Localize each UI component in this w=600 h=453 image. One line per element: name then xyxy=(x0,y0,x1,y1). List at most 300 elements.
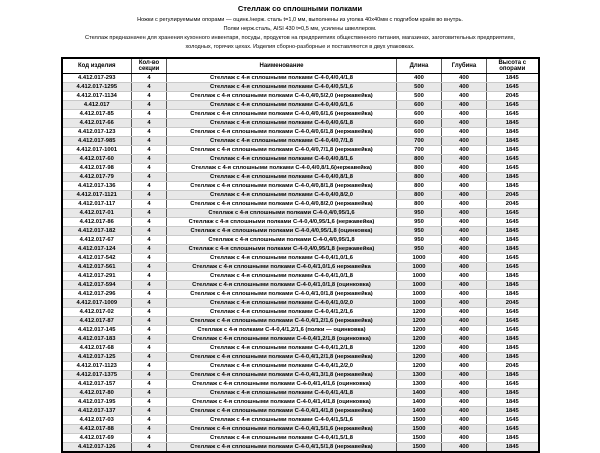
table-cell: 1645 xyxy=(487,209,539,218)
table-cell: 800 xyxy=(397,182,442,191)
table-cell: 4 xyxy=(132,101,167,110)
table-cell: Стеллаж с 4-я сплошными полками С-4-0,4/0,95/1,8 (нержавейка) xyxy=(167,245,397,254)
table-cell: 4 xyxy=(132,146,167,155)
table-cell: 400 xyxy=(442,389,487,398)
table-cell: 4 xyxy=(132,83,167,92)
table-cell: Стеллаж с 4-я сплошными полками С-4-0,4/0,8/2,0 xyxy=(167,191,397,200)
table-row xyxy=(62,389,539,398)
table-cell: 1845 xyxy=(487,74,539,83)
table-cell: 1645 xyxy=(487,110,539,119)
table-cell: Стеллаж с 4-я сплошными полками С-4-0,4/1,5/1,8 xyxy=(167,434,397,443)
table-cell: 1645 xyxy=(487,308,539,317)
table-cell: Стеллаж с 4-я сплошными полками С-4-0,4/0,5/2,0 (нержавейка) xyxy=(167,92,397,101)
table-cell: Стеллаж с 4-я сплошными полками С-4-0,4/0,8/2,0 (нержавейка) xyxy=(167,200,397,209)
table-cell: 400 xyxy=(442,380,487,389)
table-cell: 4.412.017-542 xyxy=(62,254,132,263)
table-cell: 800 xyxy=(397,173,442,182)
table-cell: 1645 xyxy=(487,83,539,92)
table-cell: 4 xyxy=(132,209,167,218)
table-cell: 950 xyxy=(397,236,442,245)
table-cell: 4.412.017-69 xyxy=(62,434,132,443)
table-row xyxy=(62,83,539,92)
table-cell: Стеллаж с 4-я сплошными полками С-4-0,4/1,4/1,6 (оцинковка) xyxy=(167,380,397,389)
table-row xyxy=(62,281,539,290)
table-row xyxy=(62,326,539,335)
table-cell: 1500 xyxy=(397,416,442,425)
table-cell: 1845 xyxy=(487,272,539,281)
table-cell: 4 xyxy=(132,254,167,263)
table-cell: Стеллаж с 4-я сплошными полками С-4-0,4/1,4/1,8 (нержавейка) xyxy=(167,407,397,416)
table-row xyxy=(62,209,539,218)
table-cell: 1645 xyxy=(487,164,539,173)
table-cell: 4.412.017-296 xyxy=(62,290,132,299)
table-row xyxy=(62,290,539,299)
table-cell: Стеллаж с 4-я сплошными полками С-4-0,4/1,2/1,8 xyxy=(167,344,397,353)
table-cell: 400 xyxy=(442,425,487,434)
table-cell: 1645 xyxy=(487,425,539,434)
table-cell: 400 xyxy=(442,398,487,407)
table-cell: Стеллаж с 4-я сплошными полками С-4-0,4/0,6/1,6 xyxy=(167,101,397,110)
table-cell: 4.412.017-123 xyxy=(62,128,132,137)
table-cell: 2045 xyxy=(487,362,539,371)
table-cell: 4.412.017-1375 xyxy=(62,371,132,380)
table-cell: Стеллаж с 4-я сплошными полками С-4-0,4/1,0/1,8 (нержавейка) xyxy=(167,290,397,299)
table-cell: 950 xyxy=(397,209,442,218)
table-cell: 1845 xyxy=(487,434,539,443)
table-cell: 4.412.017-195 xyxy=(62,398,132,407)
table-cell: 400 xyxy=(442,74,487,83)
table-cell: 400 xyxy=(442,326,487,335)
table-cell: Стеллаж с 4-я сплошными полками С-4-0,4/1,2/1,6 xyxy=(167,308,397,317)
table-cell: 4 xyxy=(132,362,167,371)
table-cell: 1200 xyxy=(397,317,442,326)
table-cell: 4.412.017-02 xyxy=(62,308,132,317)
table-cell: 1645 xyxy=(487,263,539,272)
table-row xyxy=(62,137,539,146)
table-cell: Стеллаж с 4-я сплошными полками С-4-0,4/0,95/1,6 xyxy=(167,209,397,218)
table-cell: 800 xyxy=(397,155,442,164)
table-row xyxy=(62,182,539,191)
table-cell: 800 xyxy=(397,164,442,173)
table-row xyxy=(62,407,539,416)
table-cell: 1845 xyxy=(487,371,539,380)
table-cell: 4.412.017-87 xyxy=(62,317,132,326)
table-row xyxy=(62,101,539,110)
table-body xyxy=(62,74,539,453)
table-row xyxy=(62,362,539,371)
products-table xyxy=(61,57,540,453)
table-cell: 4 xyxy=(132,92,167,101)
table-cell: 4 xyxy=(132,119,167,128)
table-cell: 4 xyxy=(132,155,167,164)
table-cell: Стеллаж с 4-я сплошными полками С-4-0,4/0,95/1,6 (нержавейка) xyxy=(167,218,397,227)
table-cell: 400 xyxy=(442,209,487,218)
table-row xyxy=(62,200,539,209)
table-cell: 4 xyxy=(132,137,167,146)
table-cell: 400 xyxy=(442,146,487,155)
table-cell: 400 xyxy=(442,137,487,146)
table-cell: 600 xyxy=(397,101,442,110)
table-cell: 1500 xyxy=(397,443,442,453)
table-cell: 800 xyxy=(397,200,442,209)
table-cell: 4.412.017-136 xyxy=(62,182,132,191)
table-cell: 4.412.017-1001 xyxy=(62,146,132,155)
table-cell: 4.412.017-1134 xyxy=(62,92,132,101)
table-cell: 400 xyxy=(442,317,487,326)
table-cell: 400 xyxy=(442,308,487,317)
table-row xyxy=(62,380,539,389)
table-cell: 4.412.017-01 xyxy=(62,209,132,218)
table-cell: Стеллаж с 4-я сплошными полками С-4-0,4/0,6/1,8 xyxy=(167,119,397,128)
table-cell: 1645 xyxy=(487,317,539,326)
table-cell: 400 xyxy=(442,227,487,236)
table-cell: 1300 xyxy=(397,371,442,380)
table-cell: Стеллаж с 4-я сплошными полками С-4-0,4/1,2/1,6 (нержавейка) xyxy=(167,317,397,326)
table-cell: 4.412.017-79 xyxy=(62,173,132,182)
table-cell: 400 xyxy=(442,335,487,344)
table-cell: 400 xyxy=(442,173,487,182)
table-cell: Стеллаж с 4-я сплошными полками С-4-0,4/0,4/1,8 xyxy=(167,74,397,83)
table-cell: 1845 xyxy=(487,344,539,353)
table-cell: 400 xyxy=(442,344,487,353)
table-cell: 600 xyxy=(397,110,442,119)
table-cell: 1845 xyxy=(487,353,539,362)
table-cell: 400 xyxy=(442,371,487,380)
table-cell: 1645 xyxy=(487,218,539,227)
description-line: Ножки с регулируемыми опорами — оцинк./нерж. сталь t=1,0 мм, выполнены из уголка 40х40мм с подгибом краёв во внутрь. xyxy=(137,17,463,23)
table-cell: 4.412.017-67 xyxy=(62,236,132,245)
table-row xyxy=(62,335,539,344)
table-cell: Стеллаж с 4-я сплошными полками С-4-0,4/1,0/2,0 xyxy=(167,299,397,308)
table-cell: 4 xyxy=(132,128,167,137)
table-cell: 1645 xyxy=(487,380,539,389)
table-cell: 4.412.017 xyxy=(62,101,132,110)
table-cell: 700 xyxy=(397,146,442,155)
table-cell: 400 xyxy=(442,434,487,443)
table-cell: 400 xyxy=(442,254,487,263)
table-cell: 1845 xyxy=(487,236,539,245)
table-cell: 400 xyxy=(442,362,487,371)
table-cell: 400 xyxy=(442,92,487,101)
table-cell: Стеллаж с 4-я сплошными полками С-4-0,4/1,2/2,0 xyxy=(167,362,397,371)
table-cell: 2045 xyxy=(487,191,539,200)
table-cell: 4.412.017-985 xyxy=(62,137,132,146)
table-cell: 400 xyxy=(442,281,487,290)
table-cell: 4 xyxy=(132,308,167,317)
table-cell: Стеллаж с 4-я сплошными полками С-4-0,4/1,2/1,8 (оцинковка) xyxy=(167,335,397,344)
table-cell: 1200 xyxy=(397,362,442,371)
table-cell: 1500 xyxy=(397,434,442,443)
table-cell: 1645 xyxy=(487,155,539,164)
table-cell: 400 xyxy=(442,272,487,281)
table-row xyxy=(62,344,539,353)
table-cell: 4.412.017-60 xyxy=(62,155,132,164)
table-row xyxy=(62,245,539,254)
table-cell: 1645 xyxy=(487,326,539,335)
table-row xyxy=(62,227,539,236)
table-cell: 1000 xyxy=(397,290,442,299)
table-row xyxy=(62,110,539,119)
table-cell: 2045 xyxy=(487,92,539,101)
table-cell: 1845 xyxy=(487,227,539,236)
table-cell: 4.412.017-561 xyxy=(62,263,132,272)
table-cell: 400 xyxy=(442,263,487,272)
table-cell: 4 xyxy=(132,380,167,389)
table-cell: 400 xyxy=(442,101,487,110)
table-cell: Стеллаж с 4-я сплошными полками С-4-0,4/0,5/1,6 xyxy=(167,83,397,92)
table-cell: 1845 xyxy=(487,137,539,146)
table-cell: 400 xyxy=(442,191,487,200)
table-row xyxy=(62,272,539,281)
table-cell: 1845 xyxy=(487,182,539,191)
table-row xyxy=(62,191,539,200)
table-cell: 1400 xyxy=(397,398,442,407)
table-cell: Стеллаж с 4-я сплошными полками С-4-0,4/0,95/1,8 (оцинковка) xyxy=(167,227,397,236)
table-cell: 4.412.017-126 xyxy=(62,443,132,453)
table-cell: 1400 xyxy=(397,389,442,398)
table-cell: 400 xyxy=(442,182,487,191)
table-cell: 4.412.017-1121 xyxy=(62,191,132,200)
table-cell: 4 xyxy=(132,191,167,200)
table-cell: 4 xyxy=(132,227,167,236)
table-cell: 1300 xyxy=(397,380,442,389)
table-cell: 4 xyxy=(132,335,167,344)
table-cell: 4 xyxy=(132,353,167,362)
table-cell: 4.412.017-88 xyxy=(62,425,132,434)
table-cell: 400 xyxy=(442,164,487,173)
table-cell: 4 xyxy=(132,290,167,299)
table-cell: 400 xyxy=(442,299,487,308)
table-cell: 4 xyxy=(132,218,167,227)
table-cell: 950 xyxy=(397,245,442,254)
table-cell: 1400 xyxy=(397,407,442,416)
table-cell: 500 xyxy=(397,92,442,101)
table-row xyxy=(62,173,539,182)
table-cell: 950 xyxy=(397,218,442,227)
table-cell: 400 xyxy=(442,119,487,128)
table-row xyxy=(62,416,539,425)
table-cell: 400 xyxy=(442,443,487,453)
table-cell: 400 xyxy=(442,218,487,227)
table-cell: 4.412.017-157 xyxy=(62,380,132,389)
table-cell: 4 xyxy=(132,416,167,425)
table-row xyxy=(62,317,539,326)
table-cell: 4.412.017-125 xyxy=(62,353,132,362)
table-cell: Стеллаж с 4-я сплошными полками С-4-0,4/1,0/1,6 xyxy=(167,254,397,263)
table-cell: 4.412.017-183 xyxy=(62,335,132,344)
table-cell: 1845 xyxy=(487,245,539,254)
table-cell: 4.412.017-145 xyxy=(62,326,132,335)
column-header-sections: Кол-во секции xyxy=(132,58,167,74)
table-row xyxy=(62,92,539,101)
table-row xyxy=(62,263,539,272)
table-cell: 1645 xyxy=(487,101,539,110)
table-cell: 1200 xyxy=(397,308,442,317)
table-cell: 4 xyxy=(132,272,167,281)
table-cell: 400 xyxy=(442,353,487,362)
description-line: Полки нерж.сталь, AISI 430 t=0,5 мм, усилены швеллером. xyxy=(223,26,377,32)
table-cell: 800 xyxy=(397,191,442,200)
table-cell: Стеллаж с 4-я сплошными полками С-4-0,4/1,5/1,8 (нержавейка) xyxy=(167,443,397,453)
table-cell: 2045 xyxy=(487,299,539,308)
table-cell: 1845 xyxy=(487,398,539,407)
table-cell: 4.412.017-85 xyxy=(62,110,132,119)
table-row xyxy=(62,371,539,380)
table-cell: 4.412.017-1009 xyxy=(62,299,132,308)
table-row xyxy=(62,218,539,227)
table-cell: 4 xyxy=(132,281,167,290)
column-header-length: Длина xyxy=(397,58,442,74)
table-cell: 1845 xyxy=(487,281,539,290)
table-row xyxy=(62,308,539,317)
table-cell: 400 xyxy=(442,245,487,254)
table-cell: 4 xyxy=(132,317,167,326)
table-cell: 1200 xyxy=(397,326,442,335)
column-header-height: Высота с опорами xyxy=(487,58,539,74)
table-cell: Стеллаж с 4-я сплошными полками С-4-0,4/0,8/1,6(нержавейка) xyxy=(167,164,397,173)
table-row xyxy=(62,353,539,362)
table-cell: Стеллаж с 4-я сплошными полками С-4-0,4/1,5/1,6 (нержавейка) xyxy=(167,425,397,434)
table-cell: 4 xyxy=(132,326,167,335)
table-cell: 1200 xyxy=(397,335,442,344)
table-cell: 400 xyxy=(442,236,487,245)
table-cell: 1845 xyxy=(487,335,539,344)
table-cell: 4.412.017-293 xyxy=(62,74,132,83)
table-cell: 4.412.017-86 xyxy=(62,218,132,227)
column-header-name: Наименование xyxy=(167,58,397,74)
table-row xyxy=(62,128,539,137)
table-cell: 4 xyxy=(132,173,167,182)
table-row xyxy=(62,434,539,443)
table-row xyxy=(62,299,539,308)
description-line: Стеллаж предназначен для хранения кухонного инвентаря, посуды, продуктов на предприятиях общественного питания, магазинах, заготовительных предприятиях, xyxy=(85,35,515,41)
table-cell: 4.412.017-117 xyxy=(62,200,132,209)
table-cell: 4.412.017-68 xyxy=(62,344,132,353)
table-cell: Стеллаж с 4-я сплошными полками С-4-0,4/0,7/1,8 (нержавейка) xyxy=(167,146,397,155)
table-cell: 4.412.017-1123 xyxy=(62,362,132,371)
column-header-depth: Глубина xyxy=(442,58,487,74)
table-cell: 4 xyxy=(132,182,167,191)
table-cell: 4 xyxy=(132,236,167,245)
table-cell: 1645 xyxy=(487,416,539,425)
table-row xyxy=(62,236,539,245)
header-row xyxy=(62,58,539,74)
table-cell: 4.412.017-594 xyxy=(62,281,132,290)
table-cell: 4 xyxy=(132,344,167,353)
table-cell: Стеллаж с 4-я сплошными полками С-4-0,4/1,4/1,8 xyxy=(167,389,397,398)
table-cell: Стеллаж с 4-я сплошными полками С-4-0,4/0,8/1,6 xyxy=(167,155,397,164)
table-cell: 400 xyxy=(442,155,487,164)
table-cell: 600 xyxy=(397,128,442,137)
table-row xyxy=(62,398,539,407)
table-row xyxy=(62,119,539,128)
table-cell: 4.412.017-291 xyxy=(62,272,132,281)
table-cell: 4 xyxy=(132,110,167,119)
table-row xyxy=(62,74,539,83)
table-cell: 2045 xyxy=(487,200,539,209)
table-cell: Стеллаж с 4-я сплошными полками С-4-0,4/1,0/1,8 xyxy=(167,272,397,281)
table-cell: Стеллаж с 4-я сплошными полками С-4-0,4/1,4/1,8 (оцинковка) xyxy=(167,398,397,407)
table-cell: 4 xyxy=(132,407,167,416)
table-cell: 1000 xyxy=(397,299,442,308)
table-cell: 4 xyxy=(132,371,167,380)
table-cell: 400 xyxy=(442,110,487,119)
table-cell: Стеллаж с 4-я полками С-4-0,4/1,2/1,6 (полки — оцинковка) xyxy=(167,326,397,335)
column-header-code: Код изделия xyxy=(62,58,132,74)
table-cell: 400 xyxy=(442,83,487,92)
table-row xyxy=(62,425,539,434)
table-cell: Стеллаж с 4-я сплошными полками С-4-0,4/0,6/1,8 (нержавейка) xyxy=(167,128,397,137)
table-cell: 1645 xyxy=(487,254,539,263)
table-cell: 4 xyxy=(132,200,167,209)
table-cell: 4.412.017-1295 xyxy=(62,83,132,92)
table-cell: 950 xyxy=(397,227,442,236)
table-cell: 500 xyxy=(397,83,442,92)
table-cell: 4 xyxy=(132,434,167,443)
table-cell: 4.412.017-80 xyxy=(62,389,132,398)
table-cell: 1845 xyxy=(487,146,539,155)
table-cell: 1500 xyxy=(397,425,442,434)
table-cell: 400 xyxy=(442,128,487,137)
table-cell: 1845 xyxy=(487,128,539,137)
table-cell: 400 xyxy=(397,74,442,83)
table-cell: 400 xyxy=(442,407,487,416)
table-header xyxy=(62,58,539,74)
table-cell: 1845 xyxy=(487,173,539,182)
table-cell: Стеллаж с 4-я сплошными полками С-4-0,4/1,0/1,6 нержавейка xyxy=(167,263,397,272)
table-cell: 400 xyxy=(442,290,487,299)
table-cell: 4 xyxy=(132,263,167,272)
table-row xyxy=(62,254,539,263)
table-cell: 1000 xyxy=(397,281,442,290)
table-cell: 4 xyxy=(132,389,167,398)
table-cell: Стеллаж с 4-я сплошными полками С-4-0,4/1,0/1,8 (оцинковка) xyxy=(167,281,397,290)
table-cell: 4.412.017-03 xyxy=(62,416,132,425)
table-cell: 1200 xyxy=(397,344,442,353)
table-row xyxy=(62,164,539,173)
table-cell: 1000 xyxy=(397,272,442,281)
table-cell: 4 xyxy=(132,164,167,173)
table-cell: 4.412.017-124 xyxy=(62,245,132,254)
table-cell: Стеллаж с 4-я сплошными полками С-4-0,4/0,8/1,8 xyxy=(167,173,397,182)
table-cell: 1200 xyxy=(397,353,442,362)
table-cell: 600 xyxy=(397,119,442,128)
table-cell: 700 xyxy=(397,137,442,146)
table-cell: 4 xyxy=(132,443,167,453)
table-cell: 4.412.017-137 xyxy=(62,407,132,416)
table-cell: 4 xyxy=(132,425,167,434)
table-row xyxy=(62,155,539,164)
table-cell: Стеллаж с 4-я сплошными полками С-4-0,4/0,6/1,6 (нержавейка) xyxy=(167,110,397,119)
table-cell: 4 xyxy=(132,245,167,254)
table-row xyxy=(62,443,539,453)
table-cell: 1845 xyxy=(487,119,539,128)
table-cell: 4.412.017-98 xyxy=(62,164,132,173)
table-cell: 400 xyxy=(442,416,487,425)
table-cell: Стеллаж с 4-я сплошными полками С-4-0,4/1,5/1,6 xyxy=(167,416,397,425)
page-title: Стеллаж со сплошными полками xyxy=(237,4,363,13)
table-cell: 1845 xyxy=(487,443,539,453)
table-cell: Стеллаж с 4-я сплошными полками С-4-0,4/0,7/1,8 xyxy=(167,137,397,146)
table-cell: 4 xyxy=(132,398,167,407)
table-cell: 4 xyxy=(132,74,167,83)
description-line: холодных, горячих цехах. Изделия сборно-разборные и поставляются в двух упаковках. xyxy=(185,44,415,50)
table-cell: 4.412.017-66 xyxy=(62,119,132,128)
table-cell: 1000 xyxy=(397,263,442,272)
table-cell: 400 xyxy=(442,200,487,209)
table-cell: 4.412.017-182 xyxy=(62,227,132,236)
table-cell: 4 xyxy=(132,299,167,308)
